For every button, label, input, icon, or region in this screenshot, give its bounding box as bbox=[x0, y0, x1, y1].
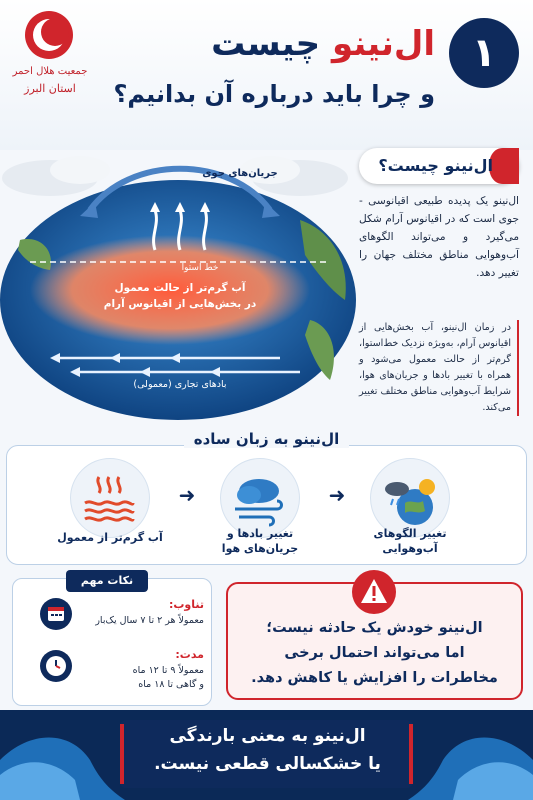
what-is-badge bbox=[359, 148, 519, 184]
duration-heading: مدت: bbox=[175, 648, 204, 661]
clock-icon bbox=[40, 650, 72, 682]
warning-text bbox=[232, 616, 517, 691]
equator-label: خط استوا bbox=[181, 263, 219, 273]
warm-water-line-1: آب گرم‌تر از حالت معمول bbox=[114, 282, 246, 294]
title-rest: چیست bbox=[211, 24, 321, 64]
simple-explanation-title bbox=[0, 430, 533, 448]
what-is-badge-text: ال‌نینو چیست؟ bbox=[378, 156, 493, 175]
what-is-paragraph-1: ال‌نینو یک پدیده طبیعی اقیانوسی - جوی است که در اقیانوس آرام شکل می‌گیرد و می‌تواند الگوهای آب‌وهوایی مناطق مختلف جهان را تغییر دهد. bbox=[359, 195, 519, 279]
frequency-body: معمولاً هر ۲ تا ۷ سال یک‌بار bbox=[95, 615, 204, 626]
warning-line-2: اما می‌تواند احتمال برخی bbox=[284, 645, 465, 661]
warm-water-label bbox=[80, 280, 280, 312]
step-weather-label: تغییر الگوهای آب‌وهوایی bbox=[373, 527, 447, 555]
duration-line-1: معمولاً ۹ تا ۱۲ ماه bbox=[132, 665, 204, 676]
key-points-title: نکات مهم bbox=[66, 570, 148, 592]
simple-title-text: ال‌نینو به زبان ساده bbox=[184, 430, 349, 448]
red-crescent-logo bbox=[10, 8, 90, 118]
warm-water-icon bbox=[69, 459, 149, 539]
jet-stream-label: جریان‌های جوی bbox=[202, 168, 278, 179]
title-highlight: ال‌نینو bbox=[332, 24, 435, 64]
logo-line-2: استان البرز bbox=[24, 82, 76, 95]
warning-line-1: ال‌نینو خودش یک حادثه نیست؛ bbox=[266, 620, 483, 636]
calendar-icon bbox=[40, 598, 72, 630]
bottom-line-1: ال‌نینو به معنی بارندگی bbox=[169, 726, 366, 746]
page-title bbox=[105, 22, 435, 66]
trade-winds-label: بادهای تجاری (معمولی) bbox=[133, 379, 227, 390]
section-number-badge: ۱ bbox=[449, 18, 519, 88]
bottom-line-2: یا خشکسالی قطعی نیست. bbox=[154, 754, 381, 774]
frequency-heading: تناوب: bbox=[168, 598, 204, 611]
page-subtitle: و چرا باید درباره آن بدانیم؟ bbox=[113, 80, 435, 108]
duration-line-2: و گاهی تا ۱۸ ماه bbox=[138, 679, 204, 690]
badge-accent-icon bbox=[489, 148, 519, 184]
step-warm-water-circle bbox=[70, 458, 150, 538]
warm-water-line-2: در بخش‌هایی از اقیانوس آرام bbox=[103, 298, 257, 310]
arrow-left-icon: ➜ bbox=[178, 483, 196, 507]
step-wind-label: تغییر بادها و جریان‌های هوا bbox=[221, 527, 299, 555]
red-crescent-icon bbox=[24, 10, 74, 60]
step-warm-water-label: آب گرم‌تر از معمول bbox=[57, 531, 163, 544]
what-is-paragraph-2: در زمان ال‌نینو، آب بخش‌هایی از اقیانوس آرام، به‌ویژه نزدیک خط‌استوا، گرم‌تر از حالت معمول می‌شود و همراه با تغییر بادها و جریان‌های هوا، شرایط آب‌وهوایی مناطق مختلف تغییر می‌کند. bbox=[359, 320, 519, 416]
bottom-banner-text bbox=[120, 722, 415, 778]
globe-illustration bbox=[0, 150, 360, 430]
logo-line-1: جمعیت هلال احمر bbox=[12, 66, 88, 77]
warning-icon bbox=[352, 570, 396, 614]
warning-line-3: مخاطرات را افزایش یا کاهش دهد. bbox=[251, 670, 498, 686]
arrow-left-icon: ➜ bbox=[328, 483, 346, 507]
